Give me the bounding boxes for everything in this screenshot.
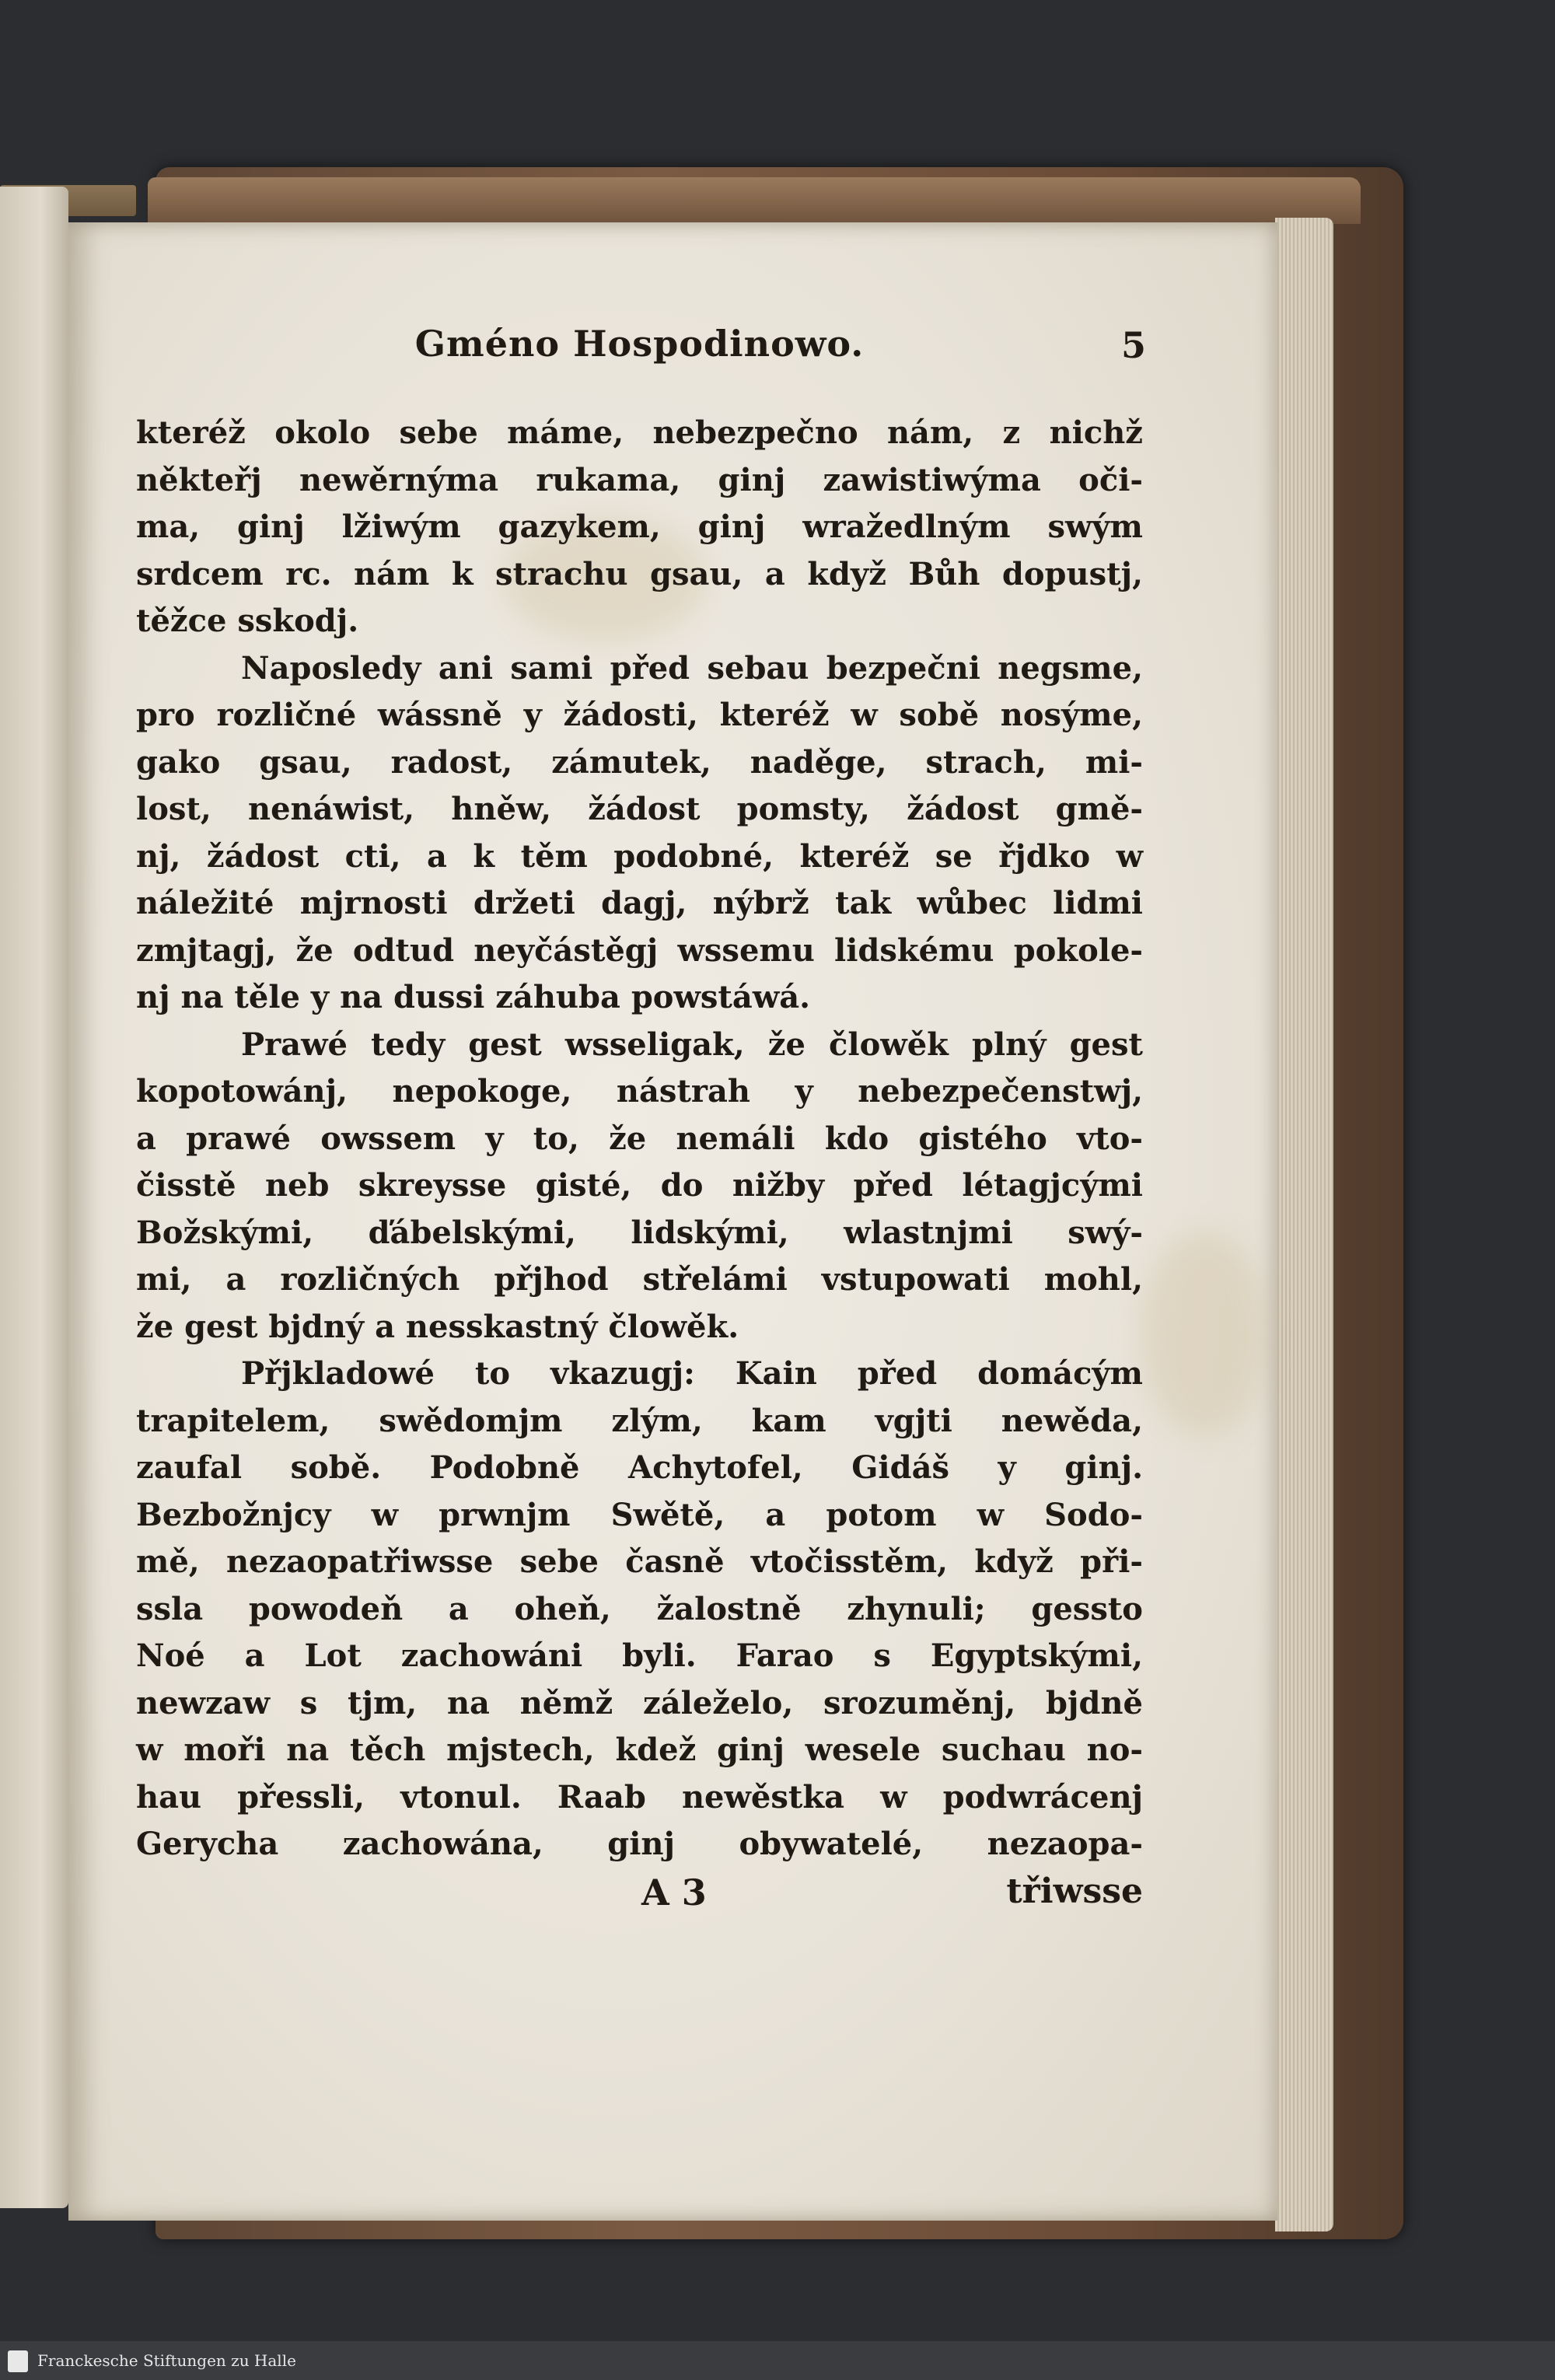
- text-line: někteřj newěrnýma rukama, ginj zawistiwýma oči-: [136, 461, 1143, 498]
- text-line: newzaw s tjm, na němž záleželo, srozuměnj, bjdně: [136, 1684, 1143, 1721]
- text-line: zmjtagj, že odtud neyčástěgj wssemu lidskému pokole-: [136, 931, 1143, 969]
- body-text: [136, 410, 1143, 1868]
- text-line: čisstě neb skreysse gisté, do nižby před létagjcými: [136, 1167, 1143, 1204]
- credit-text: Franckesche Stiftungen zu Halle: [37, 2351, 296, 2370]
- page-fore-edge: [1275, 218, 1333, 2231]
- text-line: náležité mjrnosti držeti dagj, nýbrž tak wůbec lidmi: [136, 885, 1143, 921]
- text-line: nj, žádost cti, a k těm podobné, kteréž se řjdko w: [136, 837, 1143, 875]
- text-line: kteréž okolo sebe máme, nebezpečno nám, z nichž: [136, 414, 1143, 451]
- text-line: Prawé tedy gest wsseligak, že člowěk plný gest: [241, 1026, 1143, 1063]
- text-line: Božskými, ďábelskými, lidskými, wlastnjmi swý-: [136, 1214, 1143, 1251]
- credit-bar: [0, 2341, 1555, 2380]
- text-line: lost, nenáwist, hněw, žádost pomsty, žádost gmě-: [136, 791, 1143, 827]
- text-line: pro rozličné wássně y žádosti, kteréž w sobě nosýme,: [136, 697, 1143, 733]
- text-line: Naposledy ani sami před sebau bezpečni negsme,: [241, 649, 1143, 687]
- text-line: Bezbožnjcy w prwnjm Swětě, a potom w Sodo-: [136, 1496, 1143, 1533]
- text-line: a prawé owssem y to, že nemáli kdo gistého vto-: [136, 1120, 1143, 1157]
- text-line: nj na těle y na dussi záhuba powstáwá.: [136, 979, 811, 1015]
- text-line: srdcem rc. nám k strachu gsau, a když Bůh dopustj,: [136, 555, 1143, 592]
- text-line: zaufal sobě. Podobně Achytofel, Gidáš y ginj.: [136, 1449, 1143, 1486]
- text-line: Gerycha zachowána, ginj obywatelé, nezaopa-: [136, 1826, 1143, 1862]
- page-footer: [136, 1871, 1143, 1921]
- page-text: [136, 323, 1146, 1921]
- page-header: [136, 323, 1146, 393]
- paper-stain: [1141, 1233, 1266, 1435]
- institution-logo-icon: [8, 2350, 28, 2372]
- text-line: mě, nezaopatřiwsse sebe časně vtočisstěm, když při-: [136, 1543, 1143, 1580]
- text-line: kopotowánj, nepokoge, nástrah y nebezpečenstwj,: [136, 1073, 1143, 1110]
- signature-mark: A 3: [641, 1871, 707, 1913]
- text-line: ma, ginj lžiwým gazykem, ginj wražedlným swým: [136, 509, 1143, 545]
- text-line: gako gsau, radost, zámutek, naděge, strach, mi-: [136, 743, 1143, 781]
- text-line: hau přessli, vtonul. Raab newěstka w podwrácenj: [136, 1778, 1143, 1816]
- text-line: ssla powodeň a oheň, žalostně zhynuli; gessto: [136, 1590, 1143, 1627]
- left-page: [0, 187, 68, 2208]
- text-line: těžce sskodj.: [136, 603, 359, 639]
- page-number: 5: [1120, 324, 1146, 366]
- text-line: Noé a Lot zachowáni byli. Farao s Egyptskými,: [136, 1637, 1143, 1674]
- book-cover-top: [148, 177, 1361, 224]
- text-line: že gest bjdný a nesskastný člowěk.: [136, 1308, 739, 1345]
- text-line: Přjkladowé to vkazugj: Kain před domácým: [241, 1355, 1143, 1392]
- text-line: trapitelem, swědomjm zlým, kam vgjti newěda,: [136, 1402, 1143, 1439]
- running-head: Gméno Hospodinowo.: [414, 323, 865, 365]
- catchword: třiwsse: [1006, 1871, 1143, 1911]
- text-line: mi, a rozličných přjhod střelámi vstupowati mohl,: [136, 1261, 1143, 1298]
- text-line: w moři na těch mjstech, kdež ginj wesele suchau no-: [136, 1732, 1143, 1768]
